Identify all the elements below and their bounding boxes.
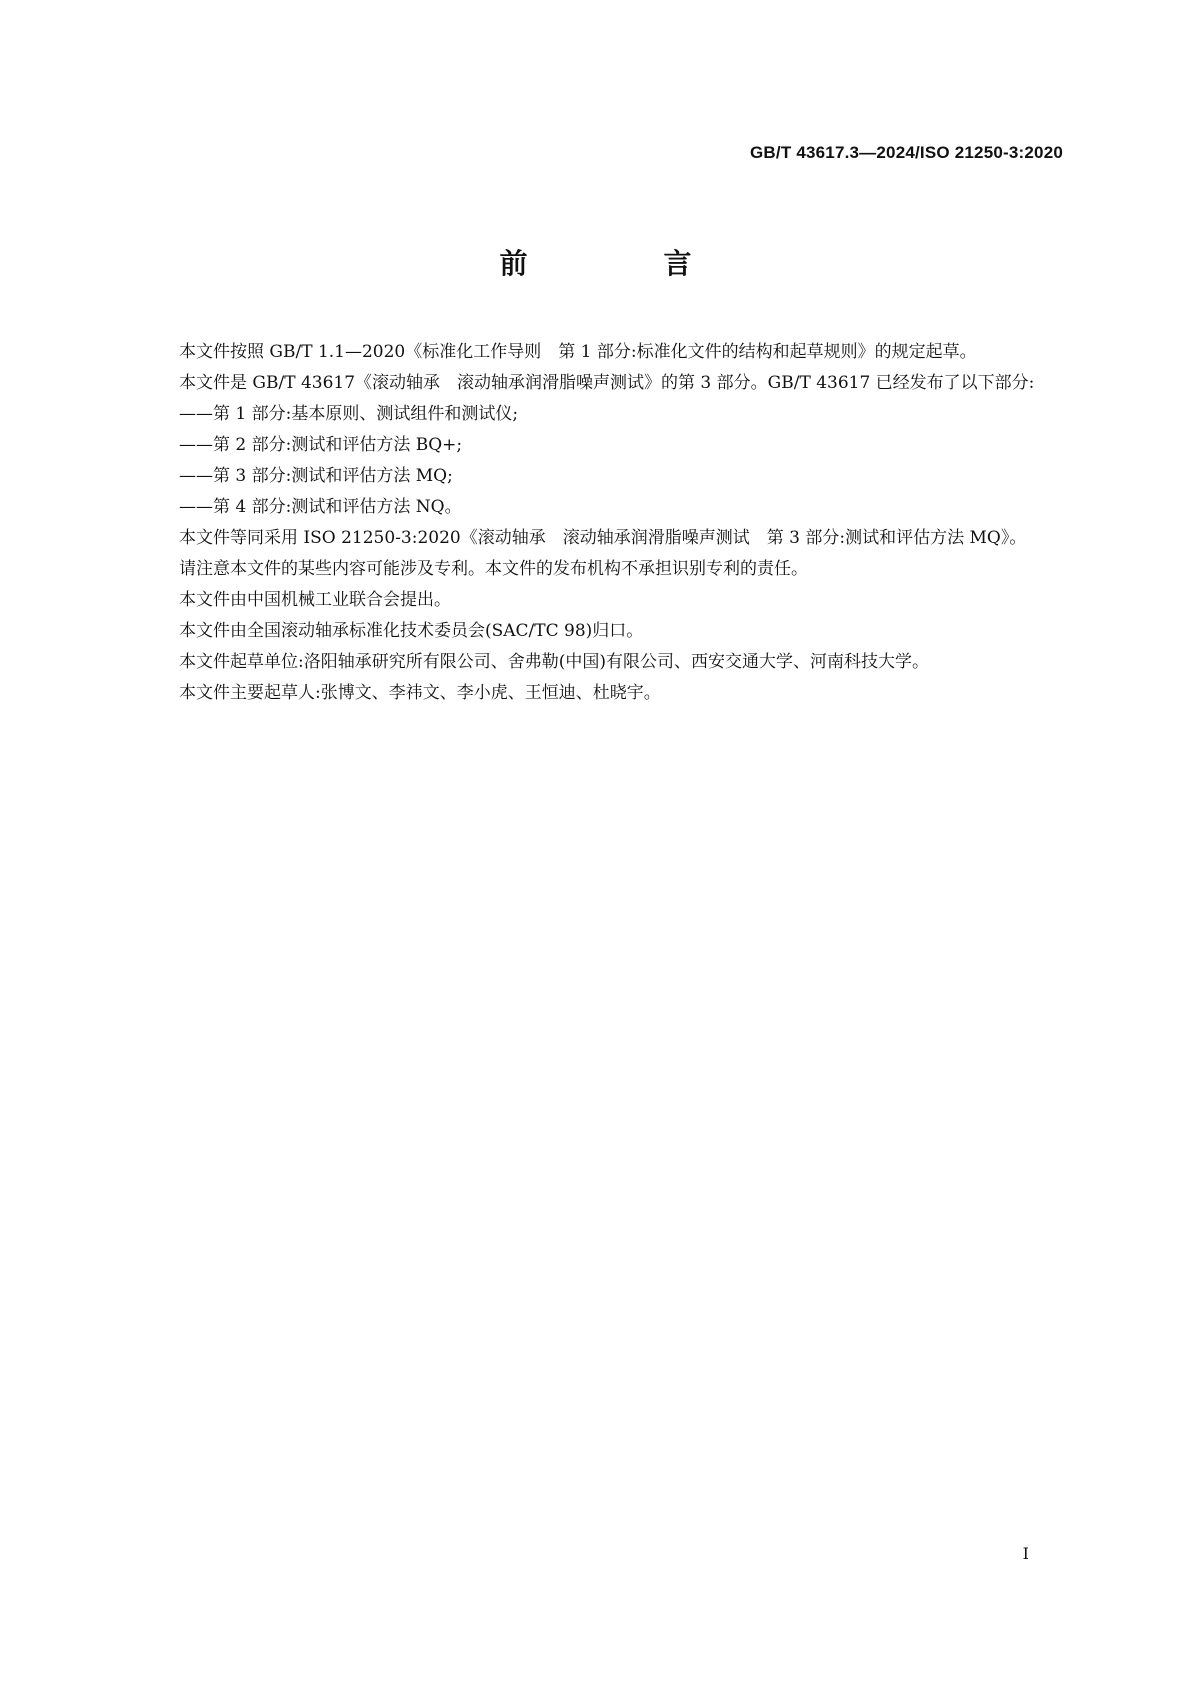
paragraph-proposed-by: 本文件由中国机械工业联合会提出。 — [179, 590, 451, 610]
list-item-part-2: ——第 2 部分:测试和评估方法 BQ+; — [179, 435, 463, 455]
paragraph-patent-notice: 请注意本文件的某些内容可能涉及专利。本文件的发布机构不承担识别专利的责任。 — [179, 559, 808, 579]
paragraph-technical-committee: 本文件由全国滚动轴承标准化技术委员会(SAC/TC 98)归口。 — [179, 621, 644, 641]
preface-body — [145, 337, 1057, 709]
list-item-part-4: ——第 4 部分:测试和评估方法 NQ。 — [179, 497, 462, 517]
list-item-part-1: ——第 1 部分:基本原则、测试组件和测试仪; — [179, 404, 519, 424]
list-item-part-3: ——第 3 部分:测试和评估方法 MQ; — [179, 466, 453, 486]
standard-code: GB/T 43617.3—2024/ISO 21250-3:2020 — [750, 143, 1063, 162]
paragraph-series-intro: 本文件是 GB/T 43617《滚动轴承 滚动轴承润滑脂噪声测试》的第 3 部分。GB/T 43617 已经发布了以下部分: — [179, 373, 1035, 393]
paragraph-iso-equivalence: 本文件等同采用 ISO 21250-3:2020《滚动轴承 滚动轴承润滑脂噪声测试 第 3 部分:测试和评估方法 MQ》。 — [179, 528, 1027, 548]
paragraph-main-drafters: 本文件主要起草人:张博文、李祎文、李小虎、王恒迪、杜晓宇。 — [179, 683, 661, 703]
paragraph-drafting-units: 本文件起草单位:洛阳轴承研究所有限公司、舍弗勒(中国)有限公司、西安交通大学、河南科技大学。 — [179, 652, 929, 672]
paragraph-drafting-rule: 本文件按照 GB/T 1.1—2020《标准化工作导则 第 1 部分:标准化文件的结构和起草规则》的规定起草。 — [179, 342, 977, 362]
page-number: I — [1022, 1544, 1029, 1563]
page-title: 前 言 — [499, 247, 746, 280]
